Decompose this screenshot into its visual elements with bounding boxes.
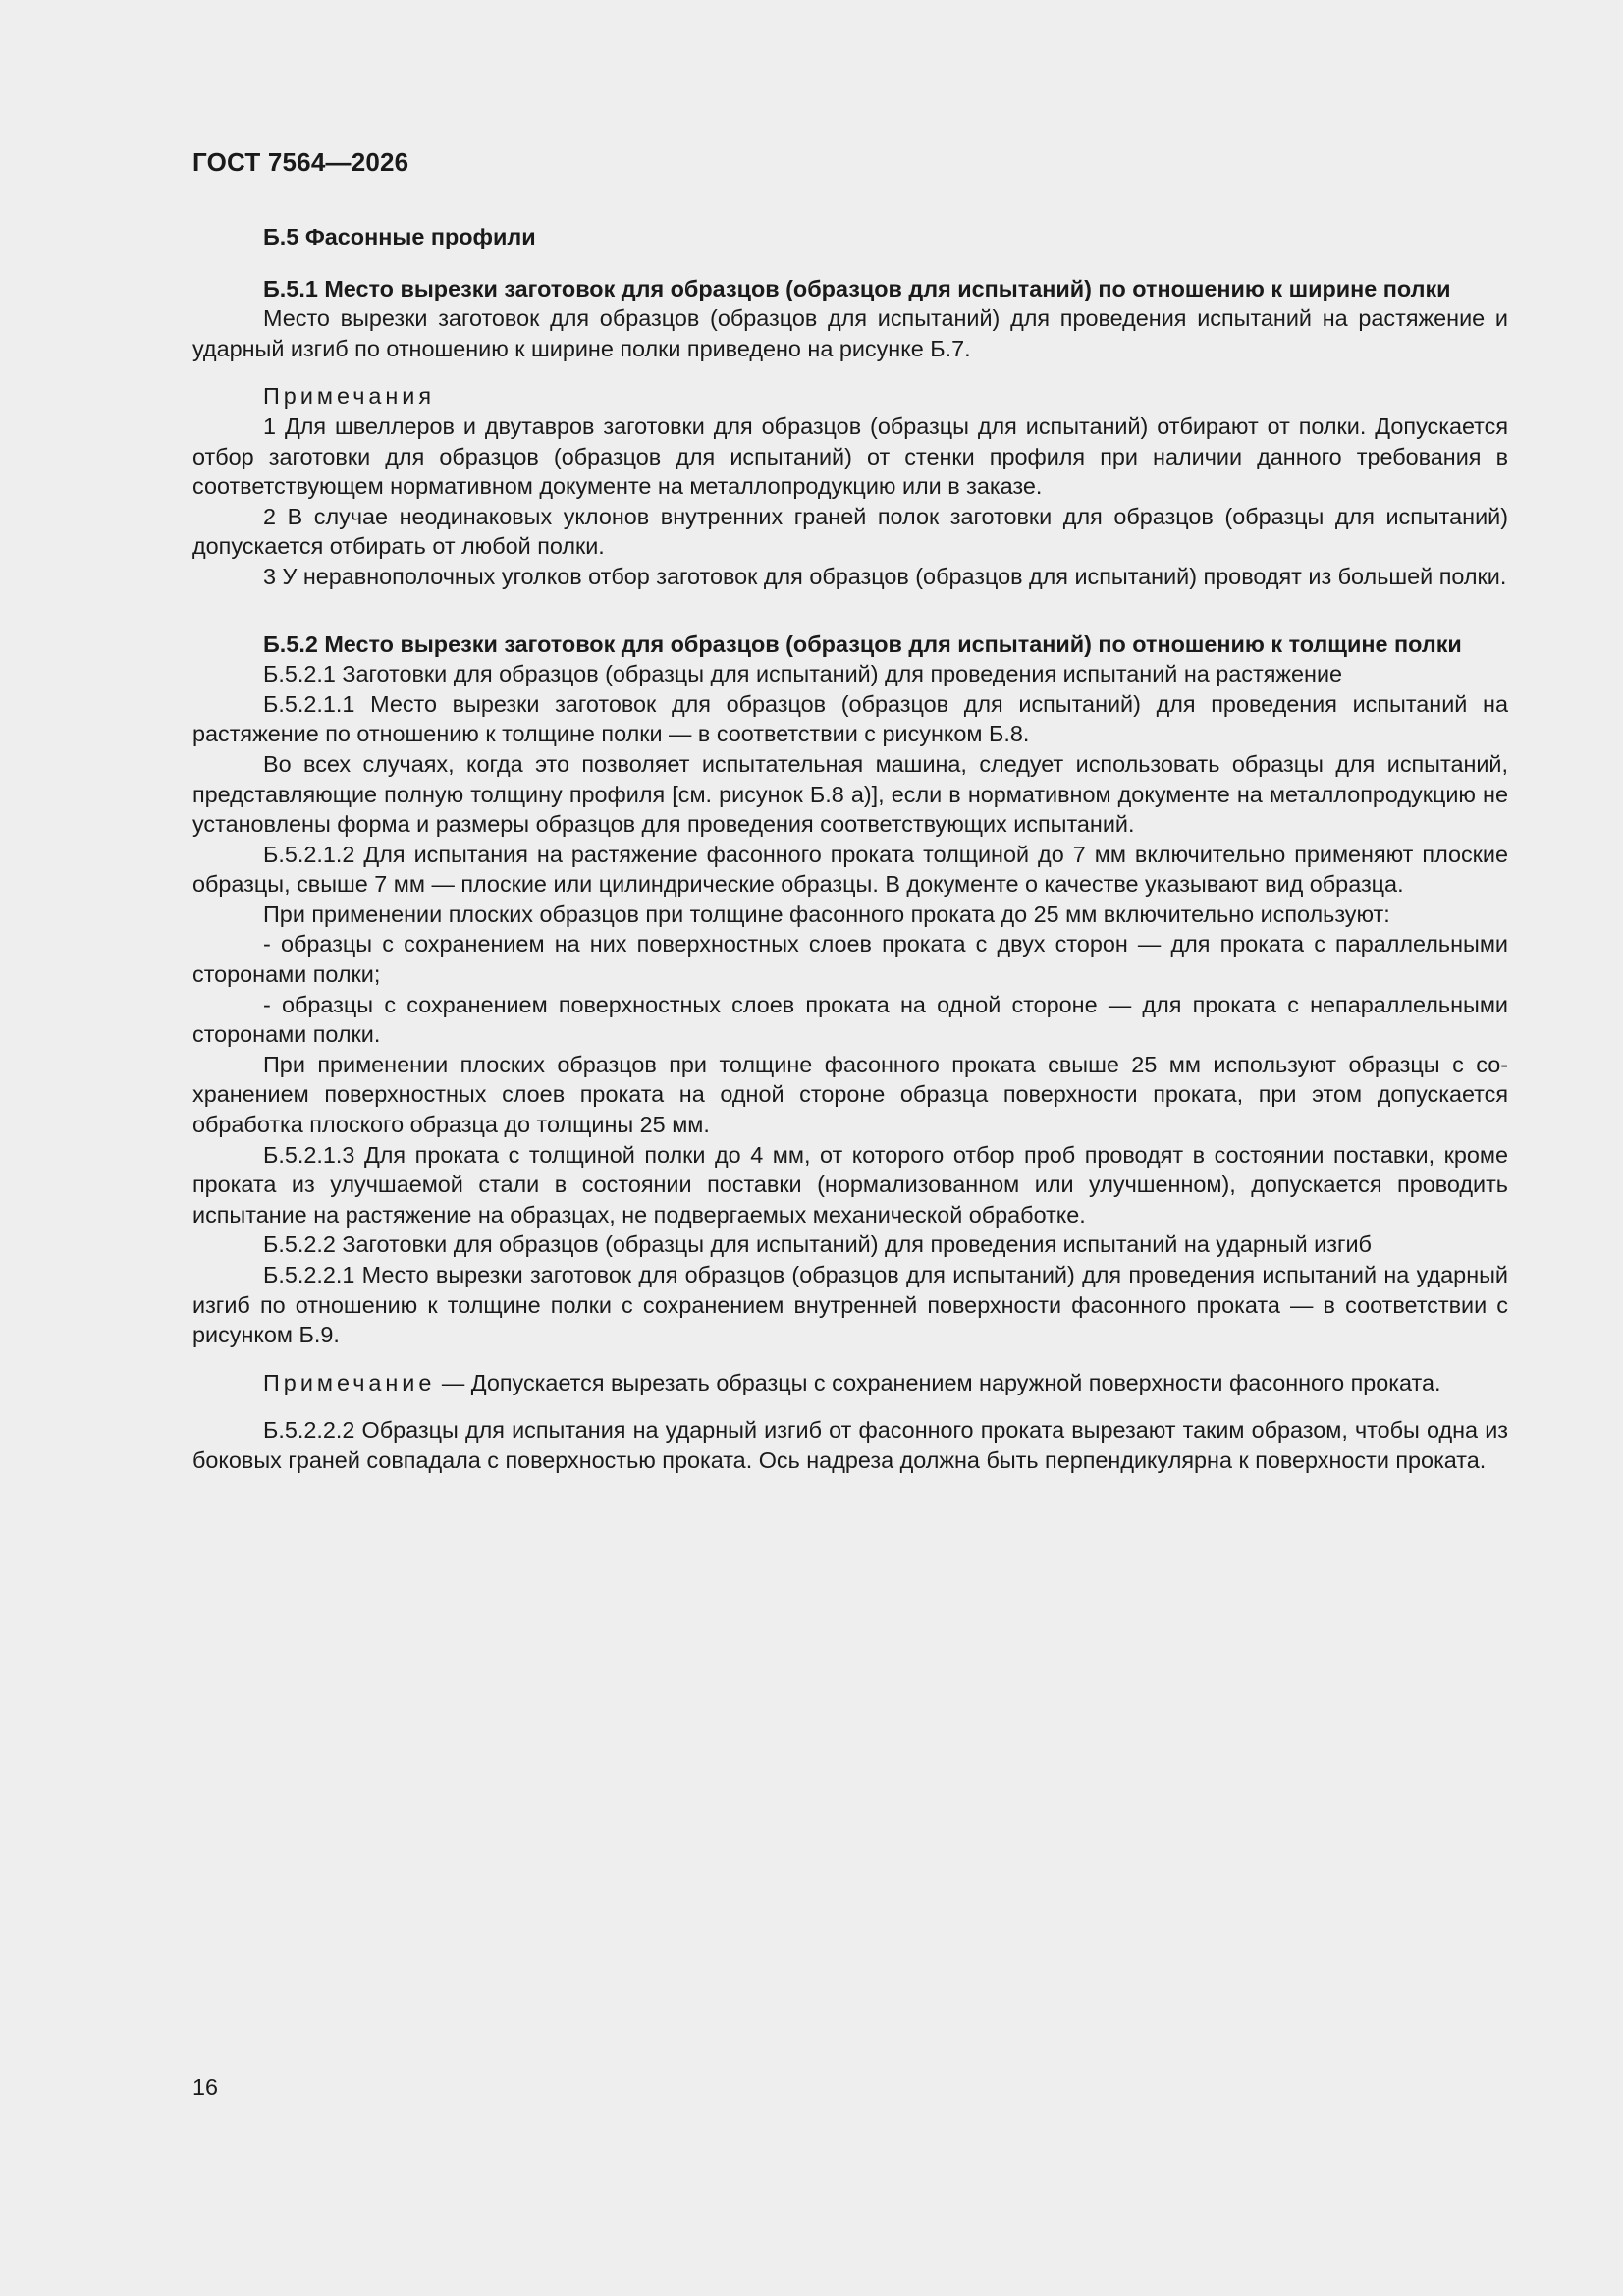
notes-label: Примечания — [263, 383, 436, 410]
section-b5211-paragraph: Во всех случаях, когда это позволяет испытательная машина, следует использовать образцы для испытаний, представляющие полную толщину профиля [см. рисунок Б.8 а)], если в нормативном документе на металлопродукцию не установлены форма и размеры образцов для проведения соответствующих испытаний. — [192, 750, 1508, 838]
section-b522: Б.5.2.2 Заготовки для образцов (образцы для испытаний) для проведения испытаний на ударный изгиб — [263, 1231, 1372, 1258]
section-b5212: Б.5.2.1.2 Для испытания на растяжение фасонного проката толщиной до 7 мм включительно применяют плоские образцы, свыше 7 мм — плоские или цилиндрические образцы. В документе о качестве указывают вид образца. — [192, 841, 1508, 898]
section-b5212-paragraph: При применении плоских образцов при толщине фасонного проката до 25 мм включительно используют: — [263, 901, 1390, 927]
section-b5212-paragraph-3: При применении плоских образцов при толщине фасонного проката свыше 25 мм используют образцы с сохранением поверхностных слоев проката на одной стороне образца поверхности проката, при этом допускается обработка плоского образца до толщины 25 мм. — [192, 1051, 1508, 1138]
note-single — [192, 1368, 1508, 1398]
section-b5213: Б.5.2.1.3 Для проката с толщиной полки до 4 мм, от которого отбор проб проводят в состоянии поставки, кроме проката из улучшаемой стали в состоянии поставки (нормализованном или улучшенном), допускается проводить испытание на растяжение на образцах, не подвергаемых механической обработке. — [192, 1141, 1508, 1228]
page-number: 16 — [192, 2074, 219, 2100]
section-b5222: Б.5.2.2.2 Образцы для испытания на ударный изгиб от фасонного проката вырезают таким образом, чтобы одна из боковых граней совпадала с поверхностью проката. Ось надреза должна быть перпендикулярна к поверхности проката. — [192, 1417, 1508, 1473]
section-b5211: Б.5.2.1.1 Место вырезки заготовок для образцов (образцов для испытаний) для проведения испытаний на растяжение по отношению к толщине полки — в соответствии с рисунком Б.8. — [192, 690, 1508, 747]
list-item: - образцы с сохранением на них поверхностных слоев проката с двух сторон — для проката с параллельными сторонами полки; — [192, 931, 1508, 988]
list-item: - образцы с сохранением поверхностных слоев проката на одной стороне — для проката с непараллельными сторонами полки. — [192, 991, 1508, 1048]
page-body — [192, 222, 1508, 1476]
note-3: 3 У неравнополочных уголков отбор заготовок для образцов (образцов для испытаний) проводят из большей полки. — [263, 563, 1507, 589]
note-2: 2 В случае неодинаковых уклонов внутренних граней полок заготовки для образцов (образцы для испытаний) допускается отбирать от любой полки. — [192, 503, 1508, 560]
document-code: ГОСТ 7564—2026 — [192, 147, 409, 177]
section-b521: Б.5.2.1 Заготовки для образцов (образцы для испытаний) для проведения испытаний на растяжение — [263, 661, 1343, 687]
section-b51-paragraph: Место вырезки заготовок для образцов (образцов для испытаний) для проведения испытаний на растяжение и ударный изгиб по отношению к ширине полки приведено на рисунке Б.7. — [192, 305, 1508, 361]
section-b51-heading: Б.5.1 Место вырезки заготовок для образцов (образцов для испытаний) по отношению к ширине полки — [263, 275, 1451, 301]
section-b52-heading: Б.5.2 Место вырезки заготовок для образцов (образцов для испытаний) по отношению к толщине полки — [263, 630, 1462, 657]
notes-heading — [192, 381, 1508, 411]
section-b5221: Б.5.2.2.1 Место вырезки заготовок для образцов (образцов для испытаний) для проведения испытаний на ударный изгиб по отношению к толщине полки с сохранением внутренней поверхности фасонного проката — в соответствии с рисунком Б.9. — [192, 1262, 1508, 1348]
note-single-label: Примечание — [263, 1369, 436, 1395]
note-1: 1 Для швеллеров и двутавров заготовки для образцов (образцы для испытаний) отбирают от полки. Допускается отбор заготовки для образцов (образцов для испытаний) от стенки профиля при наличии данного требования в соответствующем нормативном документе на металлопродукцию или в заказе. — [192, 412, 1508, 500]
section-b5-heading: Б.5 Фасонные профили — [263, 224, 536, 249]
note-single-text: — Допускается вырезать образцы с сохранением наружной поверхности фасонного проката. — [435, 1369, 1441, 1395]
